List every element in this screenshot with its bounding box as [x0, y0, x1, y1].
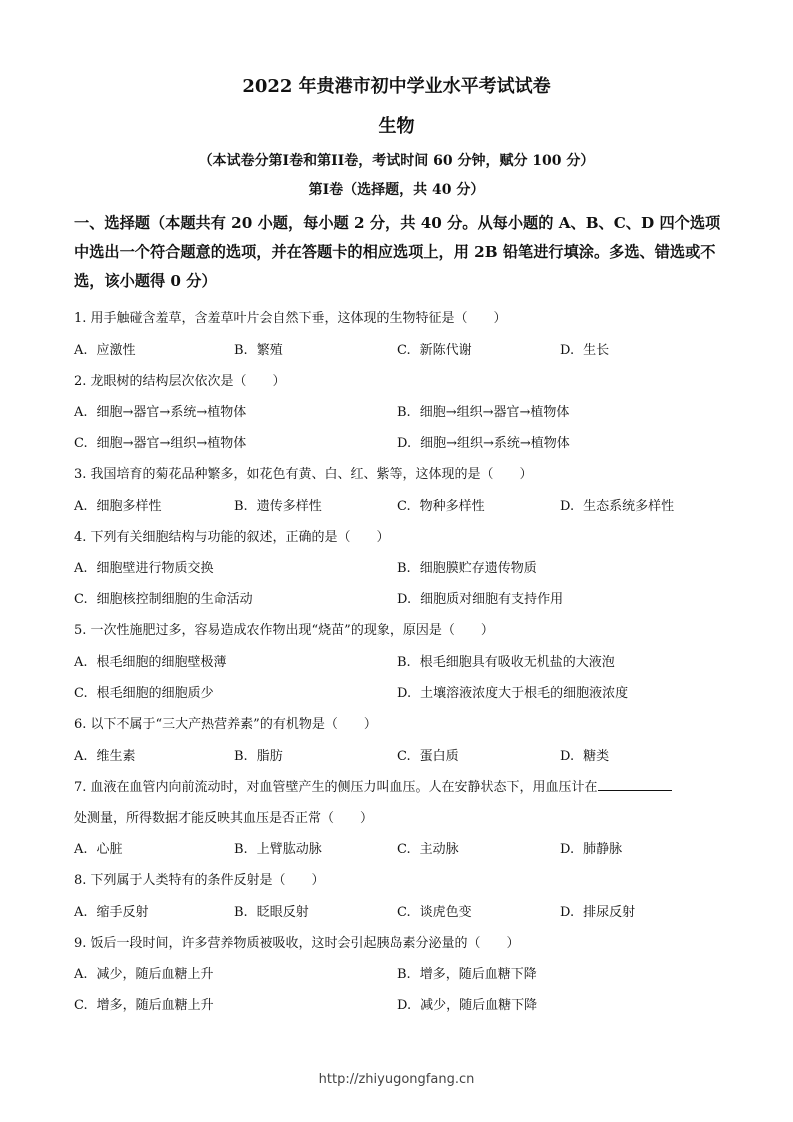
exam-note: （本试卷分第I卷和第II卷，考试时间 60 分钟，赋分 100 分） — [198, 153, 595, 169]
option-b: B. 上臂肱动脉 — [234, 842, 322, 857]
option-c: C. 细胞→器官→组织→植物体 — [74, 436, 247, 451]
exam-title: 2022 年贵港市初中学业水平考试试卷 — [242, 76, 551, 97]
option-b: B. 繁殖 — [234, 343, 283, 358]
option-b: B. 增多，随后血糖下降 — [397, 967, 537, 982]
question-stem: 4. 下列有关细胞结构与功能的叙述，正确的是（ ） — [74, 530, 390, 545]
option-d: D. 细胞→组织→系统→植物体 — [397, 436, 570, 451]
option-d: D. 肺静脉 — [560, 842, 623, 857]
option-d: D. 减少，随后血糖下降 — [397, 998, 538, 1013]
answer-blank — [598, 778, 672, 791]
option-c: C. 物种多样性 — [397, 499, 485, 514]
question-stem: 9. 饭后一段时间，许多营养物质被吸收，这时会引起胰岛素分泌量的（ ） — [74, 936, 520, 951]
option-d: D. 细胞质对细胞有支持作用 — [397, 592, 564, 607]
question-stem: 3. 我国培育的菊花品种繁多，如花色有黄、白、红、紫等，这体现的是（ ） — [74, 467, 533, 482]
option-a: A. 细胞壁进行物质交换 — [74, 561, 214, 576]
option-a: A. 细胞→器官→系统→植物体 — [74, 405, 247, 420]
question-stem: 7. 血液在血管内向前流动时，对血管壁产生的侧压力叫血压。人在安静状态下，用血压计在 — [74, 776, 672, 795]
question-stem: 1. 用手触碰含羞草，含羞草叶片会自然下垂，这体现的生物特征是（ ） — [74, 311, 507, 326]
option-a: A. 维生素 — [74, 749, 136, 764]
option-b: B. 细胞→组织→器官→植物体 — [397, 405, 570, 420]
option-d: D. 土壤溶液浓度大于根毛的细胞液浓度 — [397, 686, 629, 701]
option-c: C. 蛋白质 — [397, 749, 459, 764]
part-heading: 第I卷（选择题，共 40 分） — [308, 182, 485, 198]
option-d: D. 生态系统多样性 — [560, 499, 675, 514]
question-stem-continued: 处测量，所得数据才能反映其血压是否正常（ ） — [74, 811, 374, 826]
option-d: D. 排尿反射 — [560, 905, 636, 920]
option-a: A. 细胞多样性 — [74, 499, 162, 514]
subject-title: 生物 — [378, 116, 415, 137]
question-stem: 5. 一次性施肥过多，容易造成农作物出现“烧苗”的现象，原因是（ ） — [74, 623, 494, 638]
option-c: C. 主动脉 — [397, 842, 459, 857]
option-b: B. 脂肪 — [234, 749, 283, 764]
option-b: B. 眨眼反射 — [234, 905, 309, 920]
footer-url: http://zhiyugongfang.cn — [318, 1072, 475, 1087]
option-b: B. 根毛细胞具有吸收无机盐的大液泡 — [397, 655, 615, 670]
option-b: B. 细胞膜贮存遗传物质 — [397, 561, 537, 576]
option-c: C. 细胞核控制细胞的生命活动 — [74, 592, 253, 607]
option-c: C. 增多，随后血糖上升 — [74, 998, 214, 1013]
question-stem: 2. 龙眼树的结构层次依次是（ ） — [74, 374, 286, 389]
option-c: C. 谈虎色变 — [397, 905, 472, 920]
option-a: A. 减少，随后血糖上升 — [74, 967, 214, 982]
option-c: C. 根毛细胞的细胞质少 — [74, 686, 214, 701]
option-a: A. 根毛细胞的细胞壁极薄 — [74, 655, 227, 670]
option-b: B. 遗传多样性 — [234, 499, 322, 514]
option-a: A. 缩手反射 — [74, 905, 149, 920]
option-a: A. 应激性 — [74, 343, 136, 358]
option-d: D. 糖类 — [560, 749, 610, 764]
option-c: C. 新陈代谢 — [397, 343, 472, 358]
section-heading: 一、选择题（本题共有 20 小题，每小题 2 分，共 40 分。从每小题的 A、B、C、D 四个选项中选出一个符合题意的选项，并在答题卡的相应选项上，用 2B 铅笔进行填涂。多选、错选或不选，该小题得 0 分） — [74, 214, 721, 290]
question-stem: 8. 下列属于人类特有的条件反射是（ ） — [74, 873, 325, 888]
option-a: A. 心脏 — [74, 842, 123, 857]
question-stem: 6. 以下不属于“三大产热营养素”的有机物是（ ） — [74, 717, 377, 732]
option-d: D. 生长 — [560, 343, 610, 358]
